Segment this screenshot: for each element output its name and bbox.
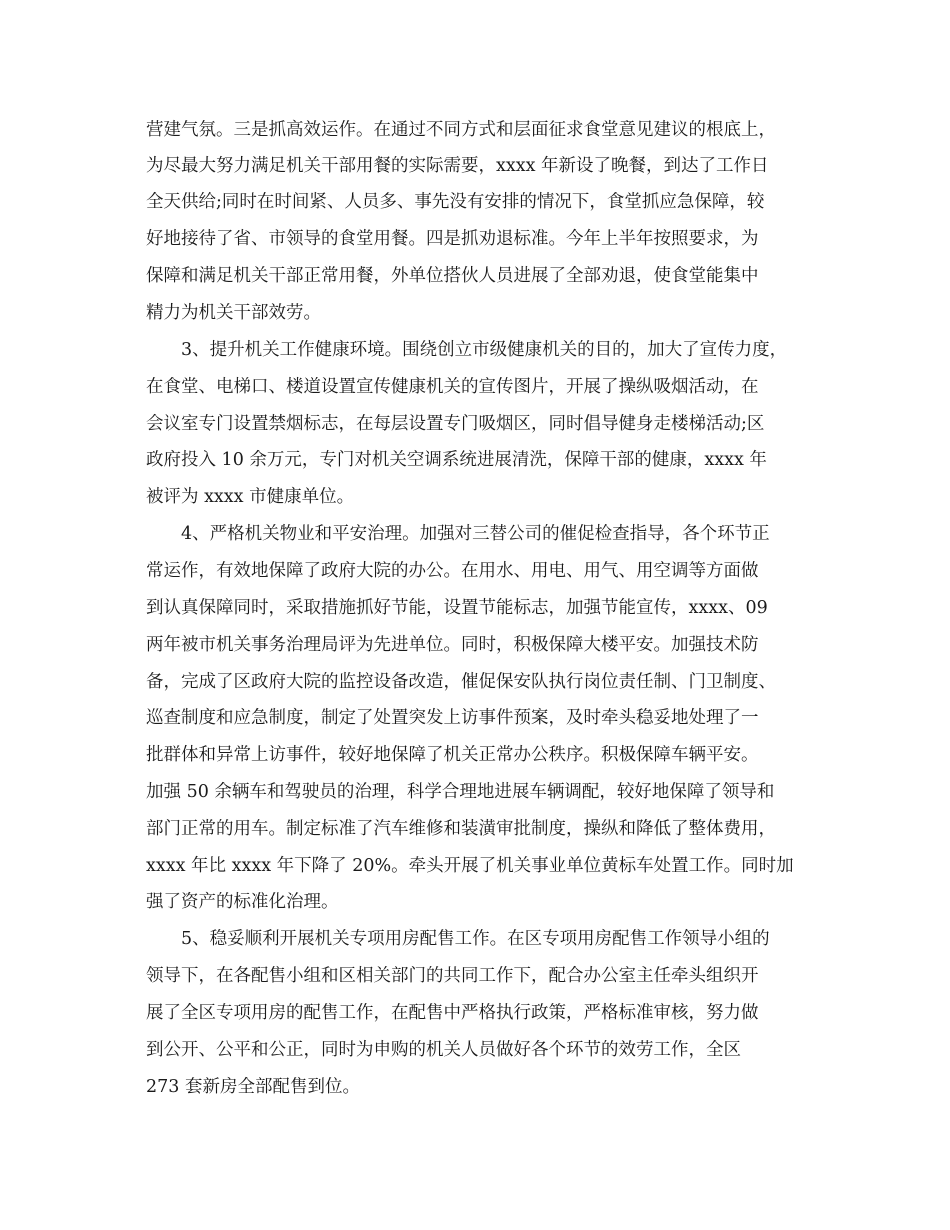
paragraph-first-line: 5、稳妥顺利开展机关专项用房配售工作。在区专项用房配售工作领导小组的 <box>181 929 770 949</box>
text-line: 为尽最大努力满足机关干部用餐的实际需要，xxxx 年新设了晚餐，到达了工作日 <box>146 156 769 176</box>
text-line: 巡查制度和应急制度，制定了处置突发上访事件预案，及时牵头稳妥地处理了一 <box>146 708 759 728</box>
text-line: 全天供给;同时在时间紧、人员多、事先没有安排的情况下，食堂抓应急保障，较 <box>146 192 765 212</box>
text-line: 强了资产的标准化治理。 <box>146 892 339 912</box>
text-line: 加强 50 余辆车和驾驶员的治理，科学合理地进展车辆调配，较好地保障了领导和 <box>146 782 775 802</box>
text-line: 273 套新房全部配售到位。 <box>146 1077 360 1097</box>
text-line: 好地接待了省、市领导的食堂用餐。四是抓劝退标准。今年上半年按照要求，为 <box>146 229 759 249</box>
paragraph-first-line: 3、提升机关工作健康环境。围绕创立市级健康机关的目的，加大了宣传力度， <box>181 340 788 360</box>
text-line: 政府投入 10 余万元，专门对机关空调系统进展清洗，保障干部的健康，xxxx 年 <box>146 450 767 470</box>
text-line: 营建气氛。三是抓高效运作。在通过不同方式和层面征求食堂意见建议的根底上， <box>146 120 776 140</box>
text-line: xxxx 年比 xxxx 年下降了 20%。牵头开展了机关事业单位黄标车处置工作。同时加 <box>146 856 794 876</box>
text-line: 两年被市机关事务治理局评为先进单位。同时，积极保障大楼平安。加强技术防 <box>146 635 759 655</box>
text-line: 备，完成了区政府大院的监控设备改造，催促保安队执行岗位责任制、门卫制度、 <box>146 672 776 692</box>
text-line: 到认真保障同时，采取措施抓好节能，设置节能标志，加强节能宣传，xxxx、09 <box>146 598 768 618</box>
text-line: 被评为 xxxx 市健康单位。 <box>146 487 355 507</box>
text-line: 会议室专门设置禁烟标志，在每层设置专门吸烟区，同时倡导健身走楼梯活动;区 <box>146 414 765 434</box>
text-line: 到公开、公平和公正，同时为申购的机关人员做好各个环节的效劳工作，全区 <box>146 1040 741 1060</box>
text-line: 部门正常的用车。制定标准了汽车维修和装潢审批制度，操纵和降低了整体费用， <box>146 819 776 839</box>
text-line: 展了全区专项用房的配售工作，在配售中严格执行政策，严格标准审核，努力做 <box>146 1003 759 1023</box>
text-line: 批群体和异常上访事件，较好地保障了机关正常办公秩序。积极保障车辆平安。 <box>146 745 759 765</box>
text-line: 领导下，在各配售小组和区相关部门的共同工作下，配合办公室主任牵头组织开 <box>146 966 759 986</box>
text-line: 常运作，有效地保障了政府大院的办公。在用水、用电、用气、用空调等方面做 <box>146 561 759 581</box>
text-line: 保障和满足机关干部正常用餐，外单位搭伙人员进展了全部劝退，使食堂能集中 <box>146 266 759 286</box>
paragraph-first-line: 4、严格机关物业和平安治理。加强对三替公司的催促检查指导，各个环节正 <box>181 524 770 544</box>
text-line: 在食堂、电梯口、楼道设置宣传健康机关的宣传图片，开展了操纵吸烟活动，在 <box>146 377 759 397</box>
text-line: 精力为机关干部效劳。 <box>146 303 321 323</box>
